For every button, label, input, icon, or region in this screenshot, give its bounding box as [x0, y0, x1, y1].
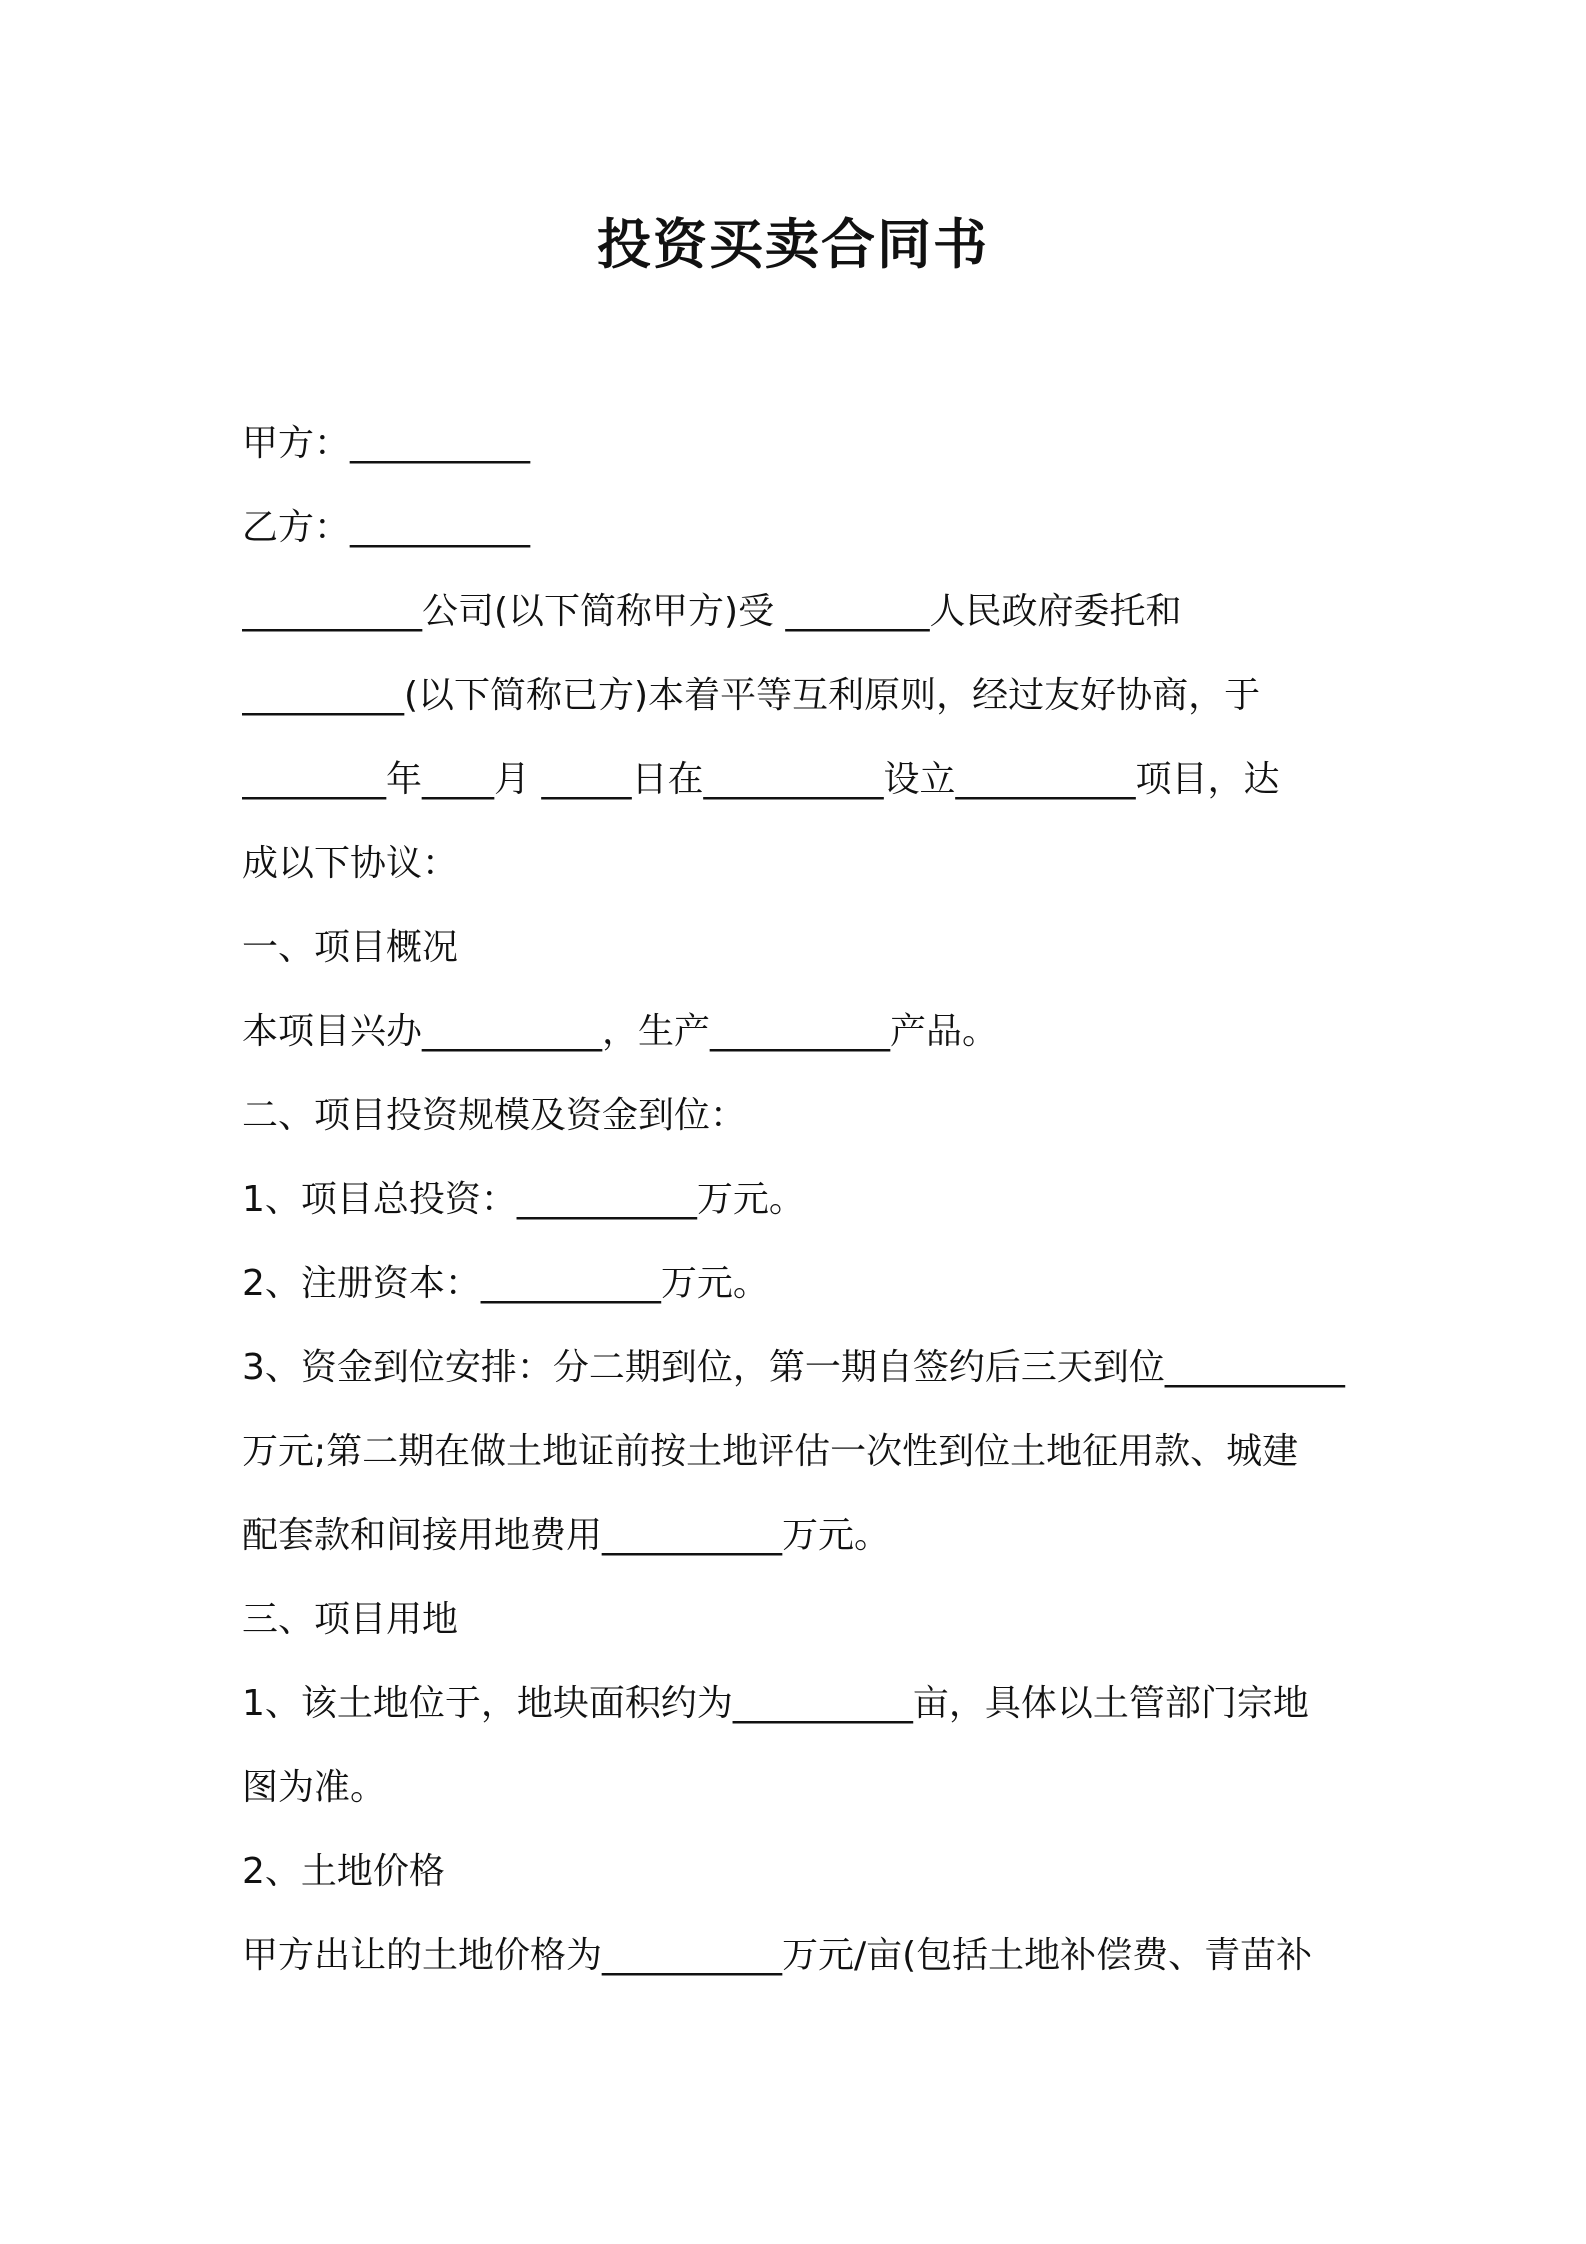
paragraph-line: _________(以下简称已方)本着平等互利原则，经过友好协商，于: [242, 675, 1261, 716]
paragraph-line: 万元;第二期在做土地证前按土地评估一次性到位土地征用款、城建: [242, 1431, 1299, 1472]
list-item: 3、资金到位安排：分二期到位，第一期自签约后三天到位__________: [242, 1347, 1345, 1388]
paragraph-line: 配套款和间接用地费用__________万元。: [242, 1515, 891, 1556]
party-b-line: 乙方：__________: [242, 507, 531, 548]
contract-body: [242, 402, 1362, 1998]
paragraph-line: 图为准。: [242, 1767, 387, 1808]
list-item: 1、该土地位于，地块面积约为__________亩，具体以土管部门宗地: [242, 1683, 1309, 1724]
list-item: 2、注册资本：__________万元。: [242, 1263, 769, 1304]
party-a-line: 甲方：__________: [242, 423, 531, 464]
section-heading: 二、项目投资规模及资金到位：: [242, 1095, 747, 1136]
paragraph-line: ________年____月 _____日在__________设立__________项目，达: [242, 759, 1280, 800]
paragraph-line: 成以下协议：: [242, 843, 459, 884]
list-item: 1、项目总投资：__________万元。: [242, 1179, 805, 1220]
section-heading: 三、项目用地: [242, 1599, 459, 1640]
document-title: 投资买卖合同书: [597, 213, 989, 276]
paragraph-line: __________公司(以下简称甲方)受 ________人民政府委托和: [242, 591, 1182, 632]
list-item: 2、土地价格: [242, 1851, 445, 1892]
paragraph-line: 本项目兴办__________，生产__________产品。: [242, 1011, 999, 1052]
paragraph-line: 甲方出让的土地价格为__________万元/亩(包括土地补偿费、青苗补: [242, 1935, 1313, 1976]
section-heading: 一、项目概况: [242, 927, 459, 968]
